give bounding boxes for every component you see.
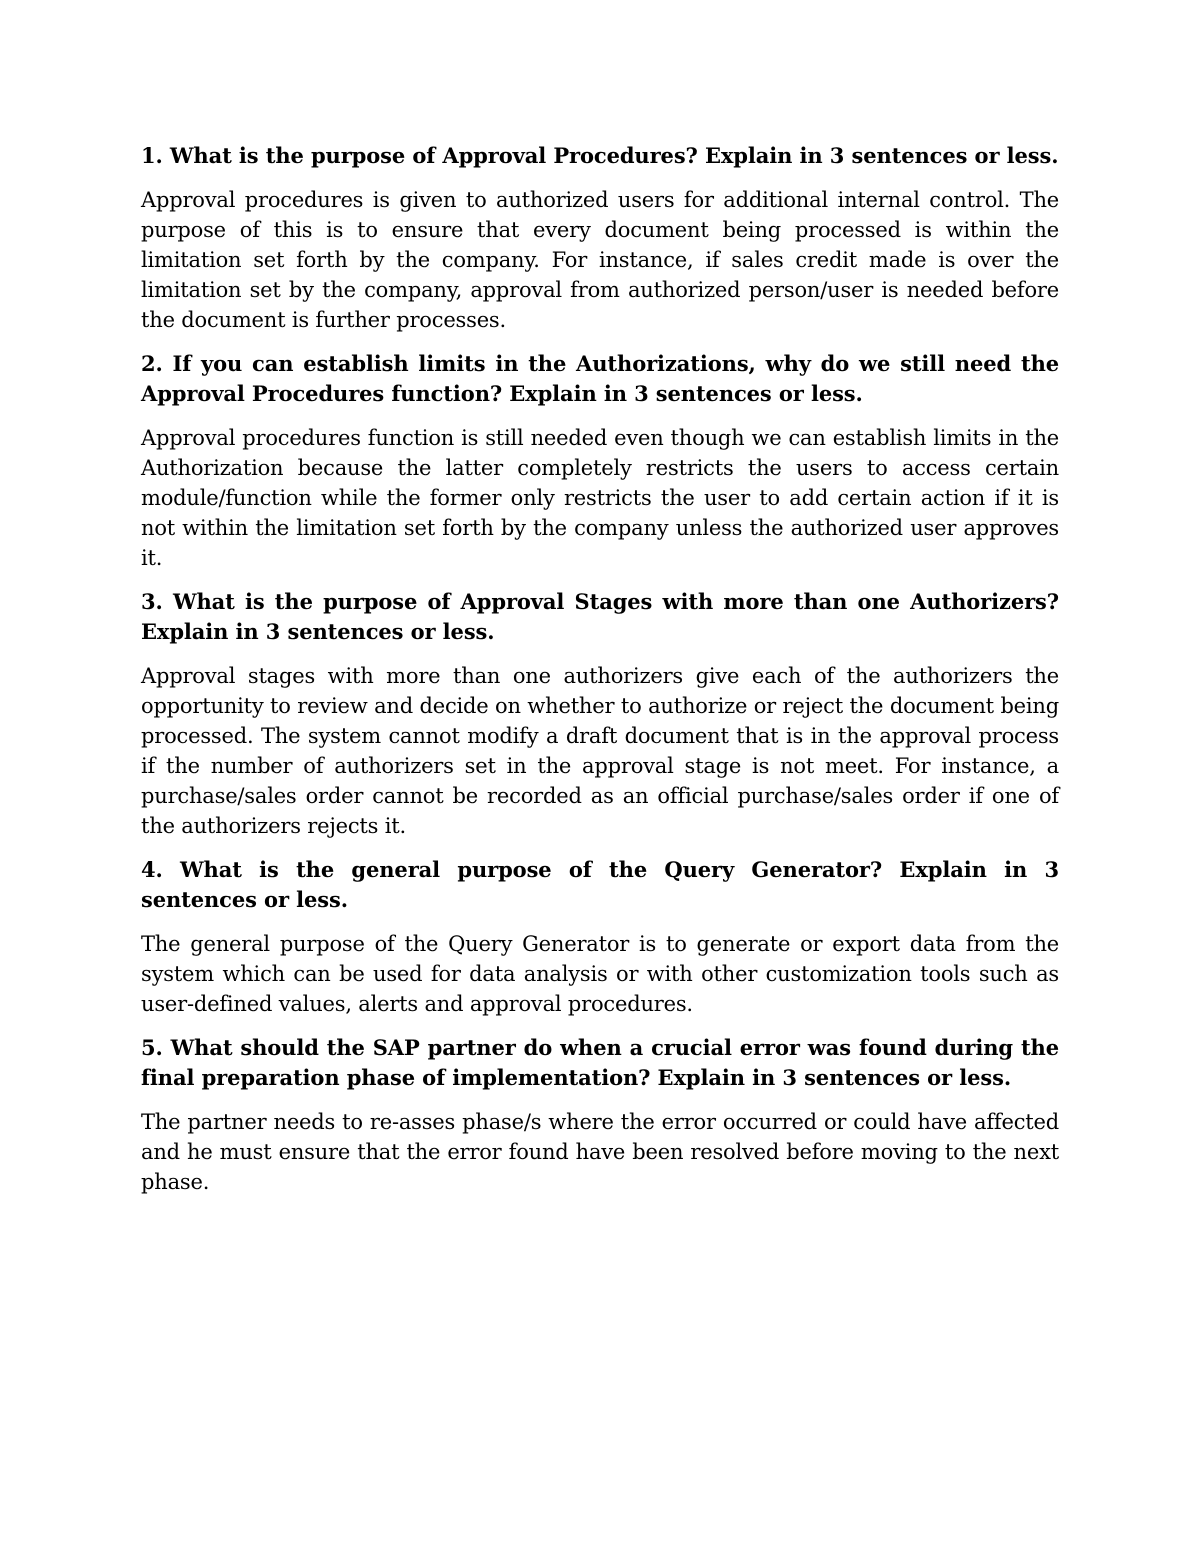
answer-3: Approval stages with more than one authorizers give each of the authorizers the opportunity to review and decide on whether to authorize or reject the document being processed. The system cannot modify a draft document that is in the approval process if the number of authorizers set in the approval stage is not meet. For instance, a purchase/sales order cannot be recorded as an official purchase/sales order if one of the authorizers rejects it. [141,664,1059,838]
qa-item-1 [141,141,1059,335]
question-1: 1. What is the purpose of Approval Procedures? Explain in 3 sentences or less. [141,143,1059,168]
qa-item-5 [141,1033,1059,1197]
qa-item-2 [141,349,1059,573]
qa-item-4 [141,855,1059,1019]
document-page [141,141,1059,1211]
question-4: 4. What is the general purpose of the Query Generator? Explain in 3 sentences or less. [141,857,1059,912]
question-3: 3. What is the purpose of Approval Stages with more than one Authorizers? Explain in 3 sentences or less. [141,589,1059,644]
question-2: 2. If you can establish limits in the Authorizations, why do we still need the Approval Procedures function? Explain in 3 sentences or less. [141,351,1059,406]
question-5: 5. What should the SAP partner do when a crucial error was found during the final preparation phase of implementation? Explain in 3 sentences or less. [141,1035,1059,1090]
answer-1: Approval procedures is given to authorized users for additional internal control. The purpose of this is to ensure that every document being processed is within the limitation set forth by the company. For instance, if sales credit made is over the limitation set by the company, approval from authorized person/user is needed before the document is further processes. [141,188,1059,332]
qa-item-3 [141,587,1059,841]
answer-5: The partner needs to re-asses phase/s where the error occurred or could have affected and he must ensure that the error found have been resolved before moving to the next phase. [141,1110,1059,1194]
answer-4: The general purpose of the Query Generator is to generate or export data from the system which can be used for data analysis or with other customization tools such as user-defined values, alerts and approval procedures. [141,932,1059,1016]
answer-2: Approval procedures function is still needed even though we can establish limits in the Authorization because the latter completely restricts the users to access certain module/function while the former only restricts the user to add certain action if it is not within the limitation set forth by the company unless the authorized user approves it. [141,426,1059,570]
